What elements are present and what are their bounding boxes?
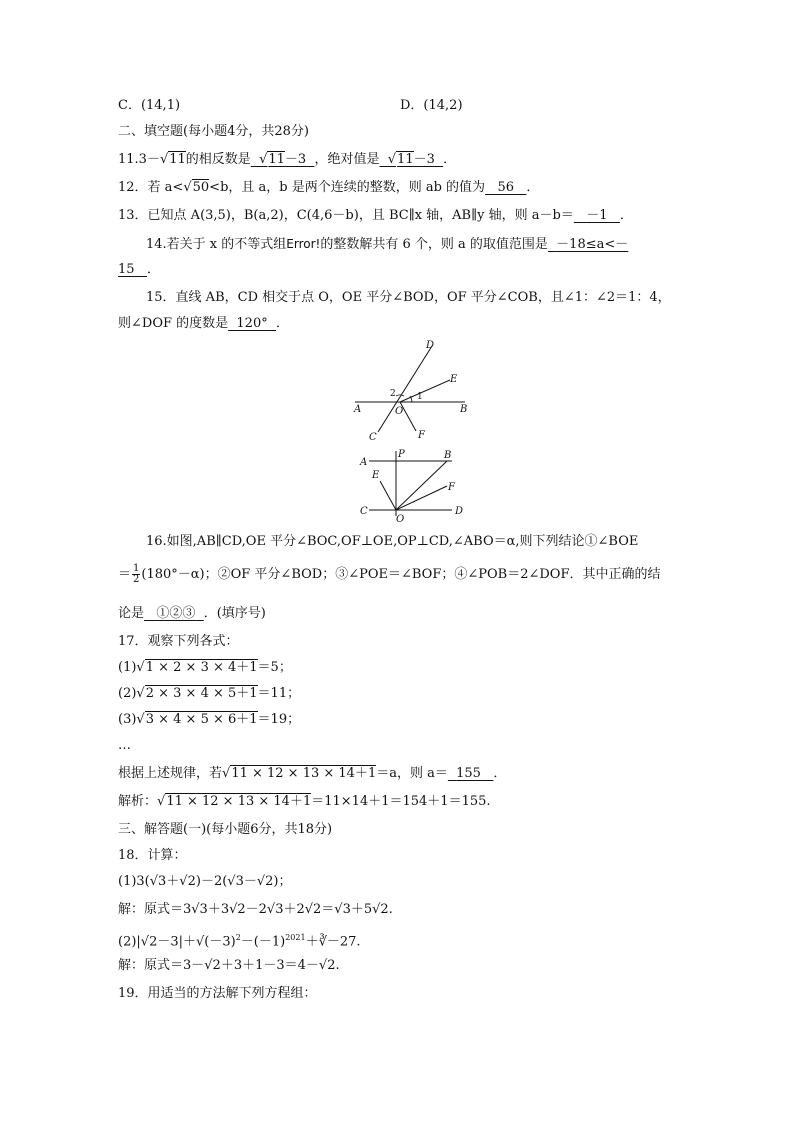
- question-14-cont: 15 ．: [118, 262, 160, 277]
- question-12: 12．若 a<√50<b，且 a，b 是两个连续的整数，则 ab 的值为 56 ．: [118, 180, 540, 195]
- fig1-label-e: E: [450, 374, 458, 385]
- option-d: D．(14,2): [400, 98, 463, 113]
- question-16-cont: ＝ $\frac{1}{2}$ (180°－α)；②OF 平分∠BOD；③∠POE＝∠BOF；④∠POB＝2∠DOF．其中正确的结: [118, 563, 661, 585]
- section3-heading: 三、解答题(一)(每小题6分，共18分): [118, 822, 333, 837]
- q17-dots: …: [118, 738, 131, 753]
- fig2-label-f: F: [448, 482, 455, 493]
- q17-row-1: (1)√1 × 2 × 3 × 4＋1＝5；: [118, 660, 292, 675]
- q17-row-3: (3)√3 × 4 × 5 × 6＋1＝19；: [118, 712, 301, 727]
- fig2-label-b: B: [444, 450, 452, 461]
- option-c: C．(14,1): [118, 98, 181, 113]
- section2-heading: 二、填空题(每小题4分，共28分): [118, 124, 309, 139]
- fig1-label-a: A: [354, 404, 362, 415]
- fig1-label-1: 1: [417, 392, 423, 402]
- question-17: 17．观察下列各式：: [118, 634, 239, 649]
- fig2-label-c: C: [360, 506, 368, 517]
- question-15-cont: 则∠DOF 的度数是 120° ．: [118, 316, 290, 331]
- question-16: 16.如图,AB∥CD,OE 平分∠BOC,OF⊥OE,OP⊥CD,∠ABO＝α,则下列结论①∠BOE: [146, 534, 639, 549]
- q18-solution-2: 解：原式＝3－√2＋3＋1－3＝4－√2.: [118, 958, 340, 973]
- q18-solution-1: 解：原式＝3√3＋3√2－2√3＋2√2＝√3＋5√2.: [118, 902, 393, 917]
- question-11: 11.3－√11的相反数是 √11－3 ，绝对值是 √11－3 ．: [118, 152, 457, 167]
- question-14: 14.若关于 x 的不等式组Error!的整数解共有 6 个，则 a 的取值范围是 －18≤a<－: [146, 237, 629, 252]
- q17-solution: 解析：√11 × 12 × 13 × 14＋1＝11×14＋1＝154＋1＝155.: [118, 794, 491, 809]
- question-15: 15．直线 AB，CD 相交于点 O，OE 平分∠BOD，OF 平分∠COB，且∠1：∠2＝1：4，: [146, 290, 671, 305]
- q17-rule: 根据上述规律，若√11 × 12 × 13 × 14＋1＝a，则 a＝ 155 ．: [118, 766, 507, 781]
- fig1-label-2: 2: [390, 389, 396, 399]
- fig1-label-c: C: [369, 432, 377, 443]
- question-18: 18．计算：: [118, 848, 187, 863]
- fig1-label-o: O: [395, 406, 404, 417]
- question-13: 13．已知点 A(3,5)，B(a,2)，C(4,6－b)，且 BC∥x 轴，AB∥y 轴，则 a－b＝ －1 ．: [118, 208, 633, 223]
- fig2-label-o: O: [396, 514, 405, 525]
- question-16-cont2: 论是 ①②③ ．(填序号): [118, 606, 266, 621]
- fig2-label-a: A: [360, 457, 368, 468]
- fig2-label-d: D: [455, 506, 464, 517]
- fig2-label-p: P: [398, 449, 405, 460]
- fig2-label-e: E: [372, 470, 380, 481]
- figure-parallel-lines: [352, 446, 472, 528]
- fig1-label-b: B: [460, 404, 468, 415]
- q17-row-2: (2)√2 × 3 × 4 × 5＋1＝11；: [118, 686, 301, 701]
- fig1-label-d: D: [426, 340, 435, 351]
- question-19: 19．用适当的方法解下列方程组：: [118, 986, 317, 1001]
- fig1-label-f: F: [418, 430, 425, 441]
- q18-part-1: (1)3(√3＋√2)－2(√3－√2)；: [118, 874, 292, 889]
- q18-part-2: $(2)|√2-3|+√(-3)^2-(-1)^{2021}+∛-27$.: [118, 933, 361, 950]
- figure-intersecting-lines: [340, 336, 490, 446]
